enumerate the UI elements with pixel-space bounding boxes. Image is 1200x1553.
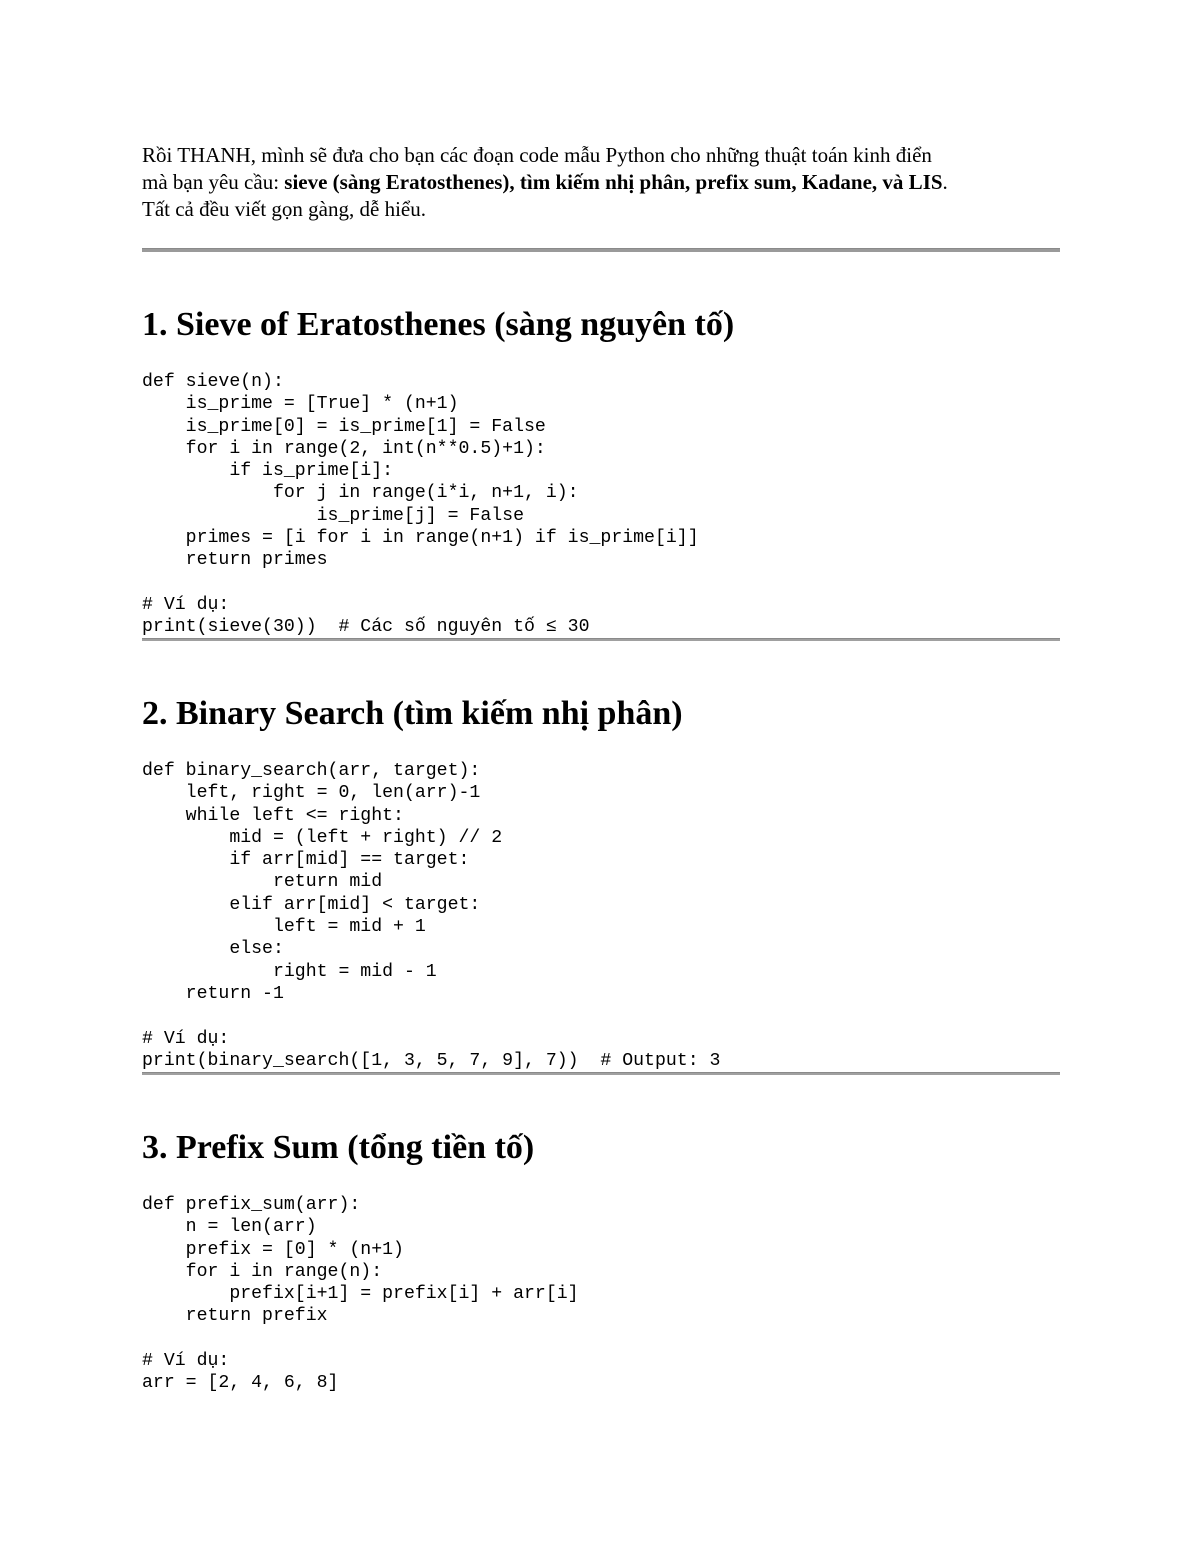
intro-line-3: Tất cả đều viết gọn gàng, dễ hiểu. — [142, 197, 426, 221]
intro-paragraph — [142, 142, 1060, 223]
code-block-binary-search: def binary_search(arr, target): left, right = 0, len(arr)-1 while left <= right: mid = (left + right) // 2 if arr[mid] == target: return mid elif arr[mid] < target: left = mid + 1 else: right = mid - 1 return -1 # Ví dụ: print(binary_search([1, 3, 5, 7, 9], 7)) # Output: 3 — [142, 761, 721, 1071]
intro-line-1: Rồi THANH, mình sẽ đưa cho bạn các đoạn code mẫu Python cho những thuật toán kinh điển — [142, 143, 932, 167]
code-block-divider — [142, 638, 1060, 641]
section-heading-sieve: 1. Sieve of Eratosthenes (sàng nguyên tố) — [142, 306, 735, 343]
section-heading-prefix-sum: 3. Prefix Sum (tổng tiền tố) — [142, 1129, 535, 1166]
intro-topics-bold: sieve (sàng Eratosthenes), tìm kiếm nhị phân, prefix sum, Kadane, và LIS — [284, 170, 943, 194]
code-block-sieve: def sieve(n): is_prime = [True] * (n+1) is_prime[0] = is_prime[1] = False for i in range(2, int(n**0.5)+1): if is_prime[i]: for j in range(i*i, n+1, i): is_prime[j] = False primes = [i for i in range(n+1) if is_prime[i]] return primes # Ví dụ: print(sieve(30)) # Các số nguyên tố ≤ 30 — [142, 372, 699, 638]
intro-line-2-prefix: mà bạn yêu cầu: — [142, 170, 285, 194]
section-heading-binary-search: 2. Binary Search (tìm kiếm nhị phân) — [142, 695, 683, 732]
code-block-prefix-sum: def prefix_sum(arr): n = len(arr) prefix = [0] * (n+1) for i in range(n): prefix[i+1] = prefix[i] + arr[i] return prefix # Ví dụ: arr = [2, 4, 6, 8] — [142, 1195, 579, 1394]
intro-line-2-suffix: . — [942, 170, 948, 194]
code-block-divider — [142, 1072, 1060, 1075]
horizontal-rule — [142, 248, 1060, 252]
